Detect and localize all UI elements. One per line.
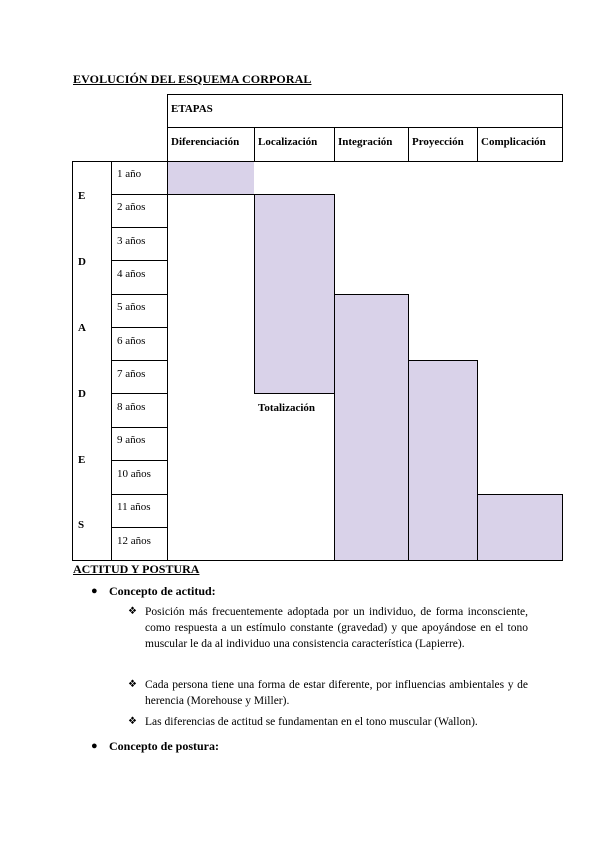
paragraph-morehouse: Cada persona tiene una forma de estar diferente, por influencias ambientales y de herencia (Morehouse y Miller).	[145, 679, 528, 707]
edades-letter: S	[78, 519, 85, 531]
bar-integracion	[334, 294, 408, 560]
bullet-concepto-actitud: Concepto de actitud:	[109, 584, 216, 598]
edades-letter: A	[78, 322, 86, 334]
stage-localizacion: Localización	[258, 136, 318, 148]
age-cell: 11 años	[117, 501, 151, 513]
age-cell: 1 año	[117, 168, 142, 180]
section-title: ACTITUD Y POSTURA	[73, 562, 200, 576]
edades-letter: E	[78, 190, 86, 202]
age-cell: 3 años	[117, 235, 146, 247]
bullet-dot-icon: ●	[91, 740, 98, 752]
age-cell: 9 años	[117, 434, 146, 446]
page-title: EVOLUCIÓN DEL ESQUEMA CORPORAL	[73, 72, 312, 86]
bar-diferenciacion	[167, 161, 254, 194]
age-cell: 8 años	[117, 401, 146, 413]
edades-letter: E	[78, 454, 86, 466]
age-cell: 10 años	[117, 468, 151, 480]
stage-integracion: Integración	[338, 136, 393, 148]
etapas-header: ETAPAS	[171, 103, 213, 115]
age-cell: 6 años	[117, 335, 146, 347]
bar-complicacion	[477, 494, 562, 560]
bullet-dot-icon: ●	[91, 585, 98, 597]
diamond-bullet-icon: ❖	[128, 606, 137, 617]
age-cell: 5 años	[117, 301, 146, 313]
paragraph-wallon: Las diferencias de actitud se fundamentan en el tono muscular (Wallon).	[145, 716, 478, 728]
totalizacion-label: Totalización	[258, 402, 316, 414]
edades-letter: D	[78, 256, 86, 268]
paragraph-lapierre: Posición más frecuentemente adoptada por un individuo, de forma inconsciente, como respuesta a un estímulo constante (gravedad) y que apoyándose en el tono muscular le da al individuo una consistencia característica (Lapierre).	[145, 606, 528, 650]
age-cell: 7 años	[117, 368, 146, 380]
age-cell: 4 años	[117, 268, 146, 280]
diamond-bullet-icon: ❖	[128, 679, 137, 690]
age-cell: 12 años	[117, 535, 151, 547]
age-cell: 2 años	[117, 201, 146, 213]
bullet-concepto-postura: Concepto de postura:	[109, 739, 219, 753]
stage-proyeccion: Proyección	[412, 136, 464, 148]
stage-diferenciacion: Diferenciación	[171, 136, 240, 148]
bar-localizacion	[254, 194, 334, 393]
diamond-bullet-icon: ❖	[128, 716, 137, 727]
stage-complicacion: Complicación	[481, 136, 546, 148]
bar-proyeccion	[408, 360, 477, 560]
edades-letter: D	[78, 388, 86, 400]
